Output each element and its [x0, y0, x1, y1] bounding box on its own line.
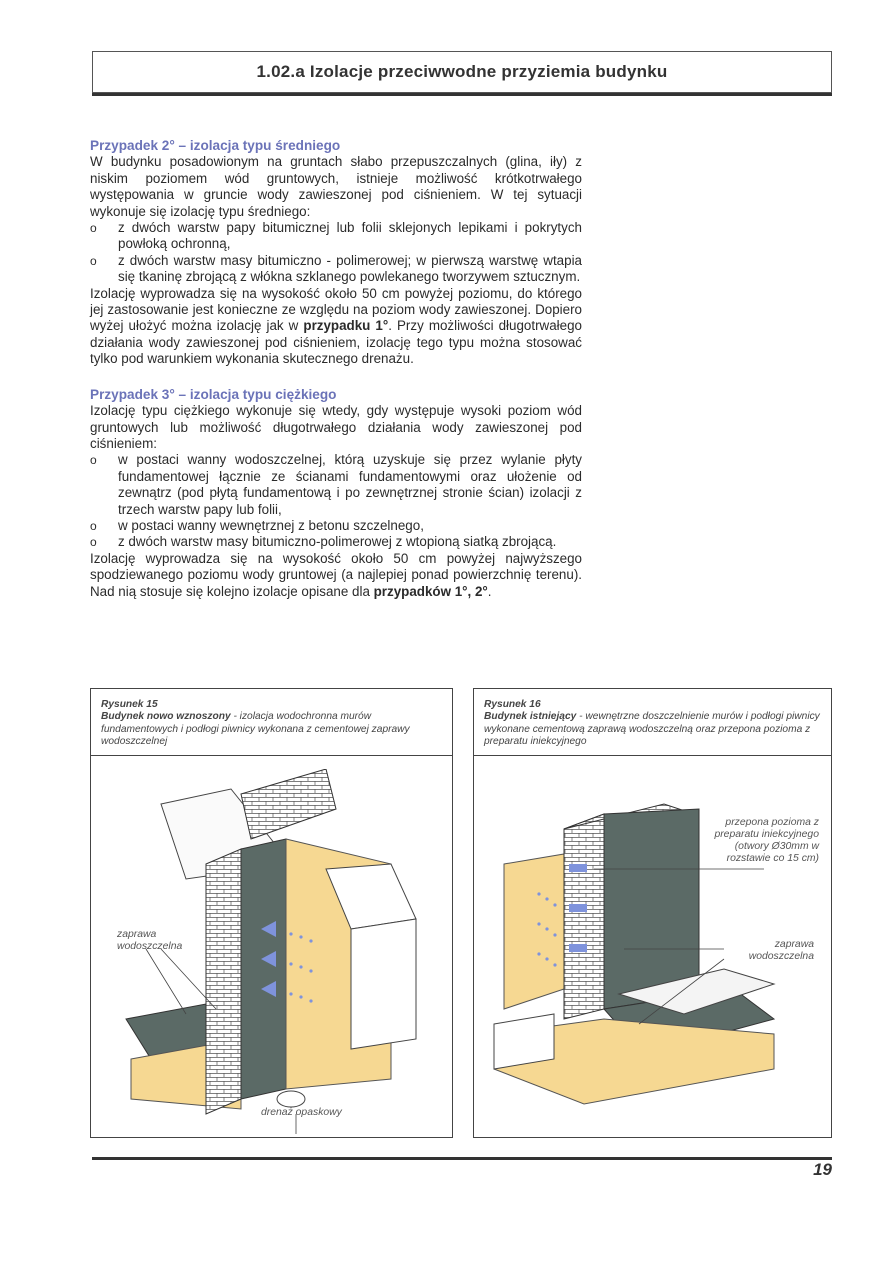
paragraph-case-2-intro: W budynku posadowionym na gruntach słabo przepuszczalnych (glina, iły) z niskim poziomem wód gruntowych, istnieje możliwość krótkotrwałego występowania w gruncie wody zawieszonej pod ciśnieniem. W tej sytuacji wykonuje się izolację typu średniego:: [90, 154, 582, 219]
soil-area: [504, 854, 564, 1009]
brick-wall: [564, 814, 604, 1019]
figure-15: [90, 688, 453, 1138]
figure-16-title: Budynek istniejący: [484, 711, 577, 723]
insulation-layer: [241, 839, 286, 1099]
block-wall-top: [241, 769, 336, 839]
section-heading-case-2: Przypadek 2° – izolacja typu średniego: [90, 138, 341, 153]
page-number: 19: [813, 1160, 832, 1179]
main-text: [90, 138, 582, 600]
list-case-2: [90, 220, 582, 286]
figure-15-text: [101, 711, 442, 748]
section-case-3: [90, 387, 582, 600]
text-run: Izolację wyprowadza się na wysokość około 50 cm powyżej najwyższego spodziewanego poziomu wody gruntowej (a najlepiej ponad powierzchnię terenu). Nad nią stosuje się kolejno izolacje opisane dla: [90, 550, 582, 599]
figure-15-title: Budynek nowo wznoszony: [101, 711, 231, 723]
text-run: .: [487, 583, 492, 599]
figure-16: [473, 688, 832, 1138]
text-bold: przypadku 1°: [303, 318, 389, 334]
figure-15-description: - izolacja wodochronna murów fundamentowych i podłogi piwnicy wykonana z cementowej zaprawy wodoszczelnej: [101, 711, 410, 748]
list-item: o w postaci wanny wodoszczelnej, którą uzyskuje się przez wylanie płyty fundamentowej łącznie ze ścianami fundamentowymi oraz ułożenie od zewnątrz (pod płytą fundamentową i po zewnętrznej stronie ścian) izolacji z trzech warstw papy lub folii,: [90, 452, 582, 518]
list-item: o z dwóch warstw masy bitumiczno - polimerowej; w pierwszą warstwę wtapia się tkaninę zbrojącą z włókna szklanego powlekanego tworzywem sztucznym.: [90, 253, 582, 286]
paragraph-case-3-outro: [90, 551, 582, 600]
text-run: . Przy możliwości długotrwałego działania wody zawieszonej pod ciśnieniem, izolację tego typu można stosować tylko pod warunkiem wykonania skutecznego drenażu.: [90, 318, 582, 367]
list-item: o z dwóch warstw masy bitumiczno-polimerowej z wtopioną siatką zbrojącą.: [90, 534, 582, 550]
list-case-3: [90, 452, 582, 550]
foundation-block: [494, 1014, 554, 1069]
figure-15-label-mortar: zaprawa wodoszczelna: [117, 929, 183, 952]
figure-15-number: Rysunek 15: [101, 699, 158, 710]
figure-16-label-mortar: zaprawa wodoszczelna: [748, 939, 814, 962]
chapter-header-box: [92, 51, 832, 93]
section-heading-case-3: Przypadek 3° – izolacja typu ciężkiego: [90, 386, 337, 402]
list-item: o w postaci wanny wewnętrznej z betonu szczelnego,: [90, 518, 582, 534]
drainage-pipe-icon: [277, 1091, 305, 1107]
paragraph-case-3-intro: Izolację typu ciężkiego wykonuje się wtedy, gdy występuje wysoki poziom wód gruntowych lub możliwość długotrwałego działania wody zawieszonej pod ciśnieniem:: [90, 403, 582, 451]
text-bold: przypadków 1°, 2°: [373, 583, 488, 599]
figure-16-label-barrier: przepona pozioma z preparatu iniekcyjnego (otwory Ø30mm w rozstawie co 15 cm): [714, 817, 819, 864]
section-case-2: [90, 138, 582, 368]
figure-16-number: Rysunek 16: [484, 699, 541, 710]
figure-15-label-drainage: drenaż opaskowy: [261, 1107, 342, 1118]
header-rule: [92, 93, 832, 96]
figure-16-description: - wewnętrzne doszczelnienie murów i podłogi piwnicy wykonane cementową zaprawą wodoszczelną oraz przepona pozioma z preparatu iniekcyjnego: [484, 711, 820, 748]
list-item: o z dwóch warstw papy bitumicznej lub folii sklejonych lepikami i pokrytych powłoką ochronną,: [90, 220, 582, 253]
foundation-side: [351, 919, 416, 1049]
chapter-title: 1.02.a Izolacje przeciwwodne przyziemia budynku: [256, 62, 668, 81]
figure-15-caption: [91, 689, 452, 756]
figure-15-drawing: [91, 769, 452, 1137]
figure-16-caption: [474, 689, 831, 756]
footer-rule: [92, 1157, 832, 1160]
text-run: Izolację wyprowadza się na wysokość około 50 cm powyżej poziomu, do którego jej zastosowanie jest konieczne ze względu na poziom wody zawieszonej. Dopiero wyżej ułożyć można izolację jak w: [90, 285, 582, 334]
brick-wall: [206, 849, 241, 1114]
figure-16-text: [484, 711, 821, 748]
paragraph-case-2-outro: [90, 286, 582, 368]
